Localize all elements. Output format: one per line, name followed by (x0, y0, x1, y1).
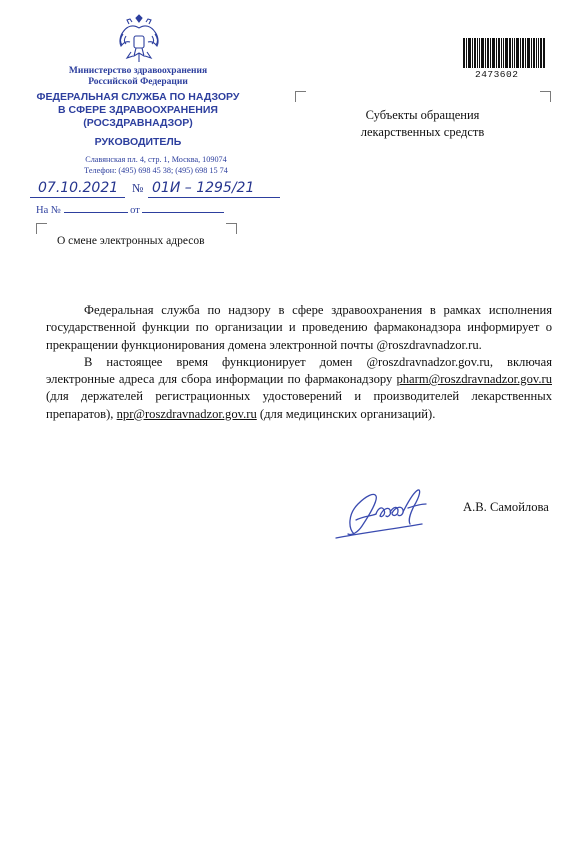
agency-line-2: В СФЕРЕ ЗДРАВООХРАНЕНИЯ (58, 104, 218, 116)
head-title: РУКОВОДИТЕЛЬ (94, 136, 182, 148)
address-block (36, 154, 276, 176)
recipient-corner-right (540, 91, 551, 102)
registration-number-label: № (132, 181, 144, 195)
body-paragraph-2-text-a: В настоящее время функционирует домен @roszdravnadzor.gov.ru, включая электронные адреса для сбора информации по фармаконадзору (46, 354, 552, 387)
body-paragraph-2-text-c: (для медицинских организаций). (256, 406, 436, 421)
agency-name (20, 91, 256, 130)
agency-line-3: (РОСЗДРАВНАДЗОР) (83, 117, 193, 129)
npr-email-link[interactable]: npr@roszdravnadzor.gov.ru (116, 406, 257, 421)
recipient-line-1: Субъекты обращения (365, 108, 480, 122)
double-headed-eagle-emblem-icon (115, 14, 163, 64)
recipient-corner-left (295, 91, 306, 102)
phone-line: Телефон: (495) 698 45 38; (495) 698 15 74 (84, 166, 228, 175)
registration-date: 07.10.2021 (38, 180, 119, 196)
reference-number-label: На № (36, 205, 61, 216)
recipient-block (320, 107, 525, 141)
ministry-line-1: Министерство здравоохранения (68, 66, 208, 76)
pharm-email-link[interactable]: pharm@roszdravnadzor.gov.ru (396, 372, 552, 387)
number-underline (148, 197, 280, 198)
handwritten-signature (326, 484, 446, 542)
barcode-number: 2473602 (475, 69, 519, 80)
subject-corner-right (226, 223, 237, 234)
registration-line (30, 180, 295, 200)
date-underline (30, 197, 125, 198)
ministry-name (28, 66, 248, 88)
subject-corner-left (36, 223, 47, 234)
letter-subject: О смене электронных адресов (57, 235, 205, 247)
registration-number: 01И – 1295/21 (152, 180, 255, 196)
body-paragraph-1: Федеральная служба по надзору в сфере здравоохранения в рамках исполнения государственной функции по организации и проведению фармаконадзора информирует о прекращении функционирования домена электронной почты @roszdravnadzor.ru. (46, 303, 552, 352)
letter-body (46, 302, 552, 423)
reference-date-blank (142, 202, 224, 213)
reference-number-blank (64, 202, 128, 213)
address-line: Славянская пл. 4, стр. 1, Москва, 109074 (85, 155, 227, 164)
agency-line-1: ФЕДЕРАЛЬНАЯ СЛУЖБА ПО НАДЗОРУ (36, 91, 240, 103)
signer-name: А.В. Самойлова (463, 500, 549, 514)
recipient-line-2: лекарственных средств (360, 125, 485, 139)
body-paragraph-2-text-b: (для держателей регистрационных удостоверений и производителей лекарственных препаратов), (46, 389, 552, 421)
barcode (463, 38, 545, 68)
body-paragraph-2 (46, 354, 552, 423)
reference-from-label: от (130, 205, 140, 216)
ministry-line-2: Российской Федерации (88, 77, 188, 87)
reference-line (36, 202, 286, 216)
